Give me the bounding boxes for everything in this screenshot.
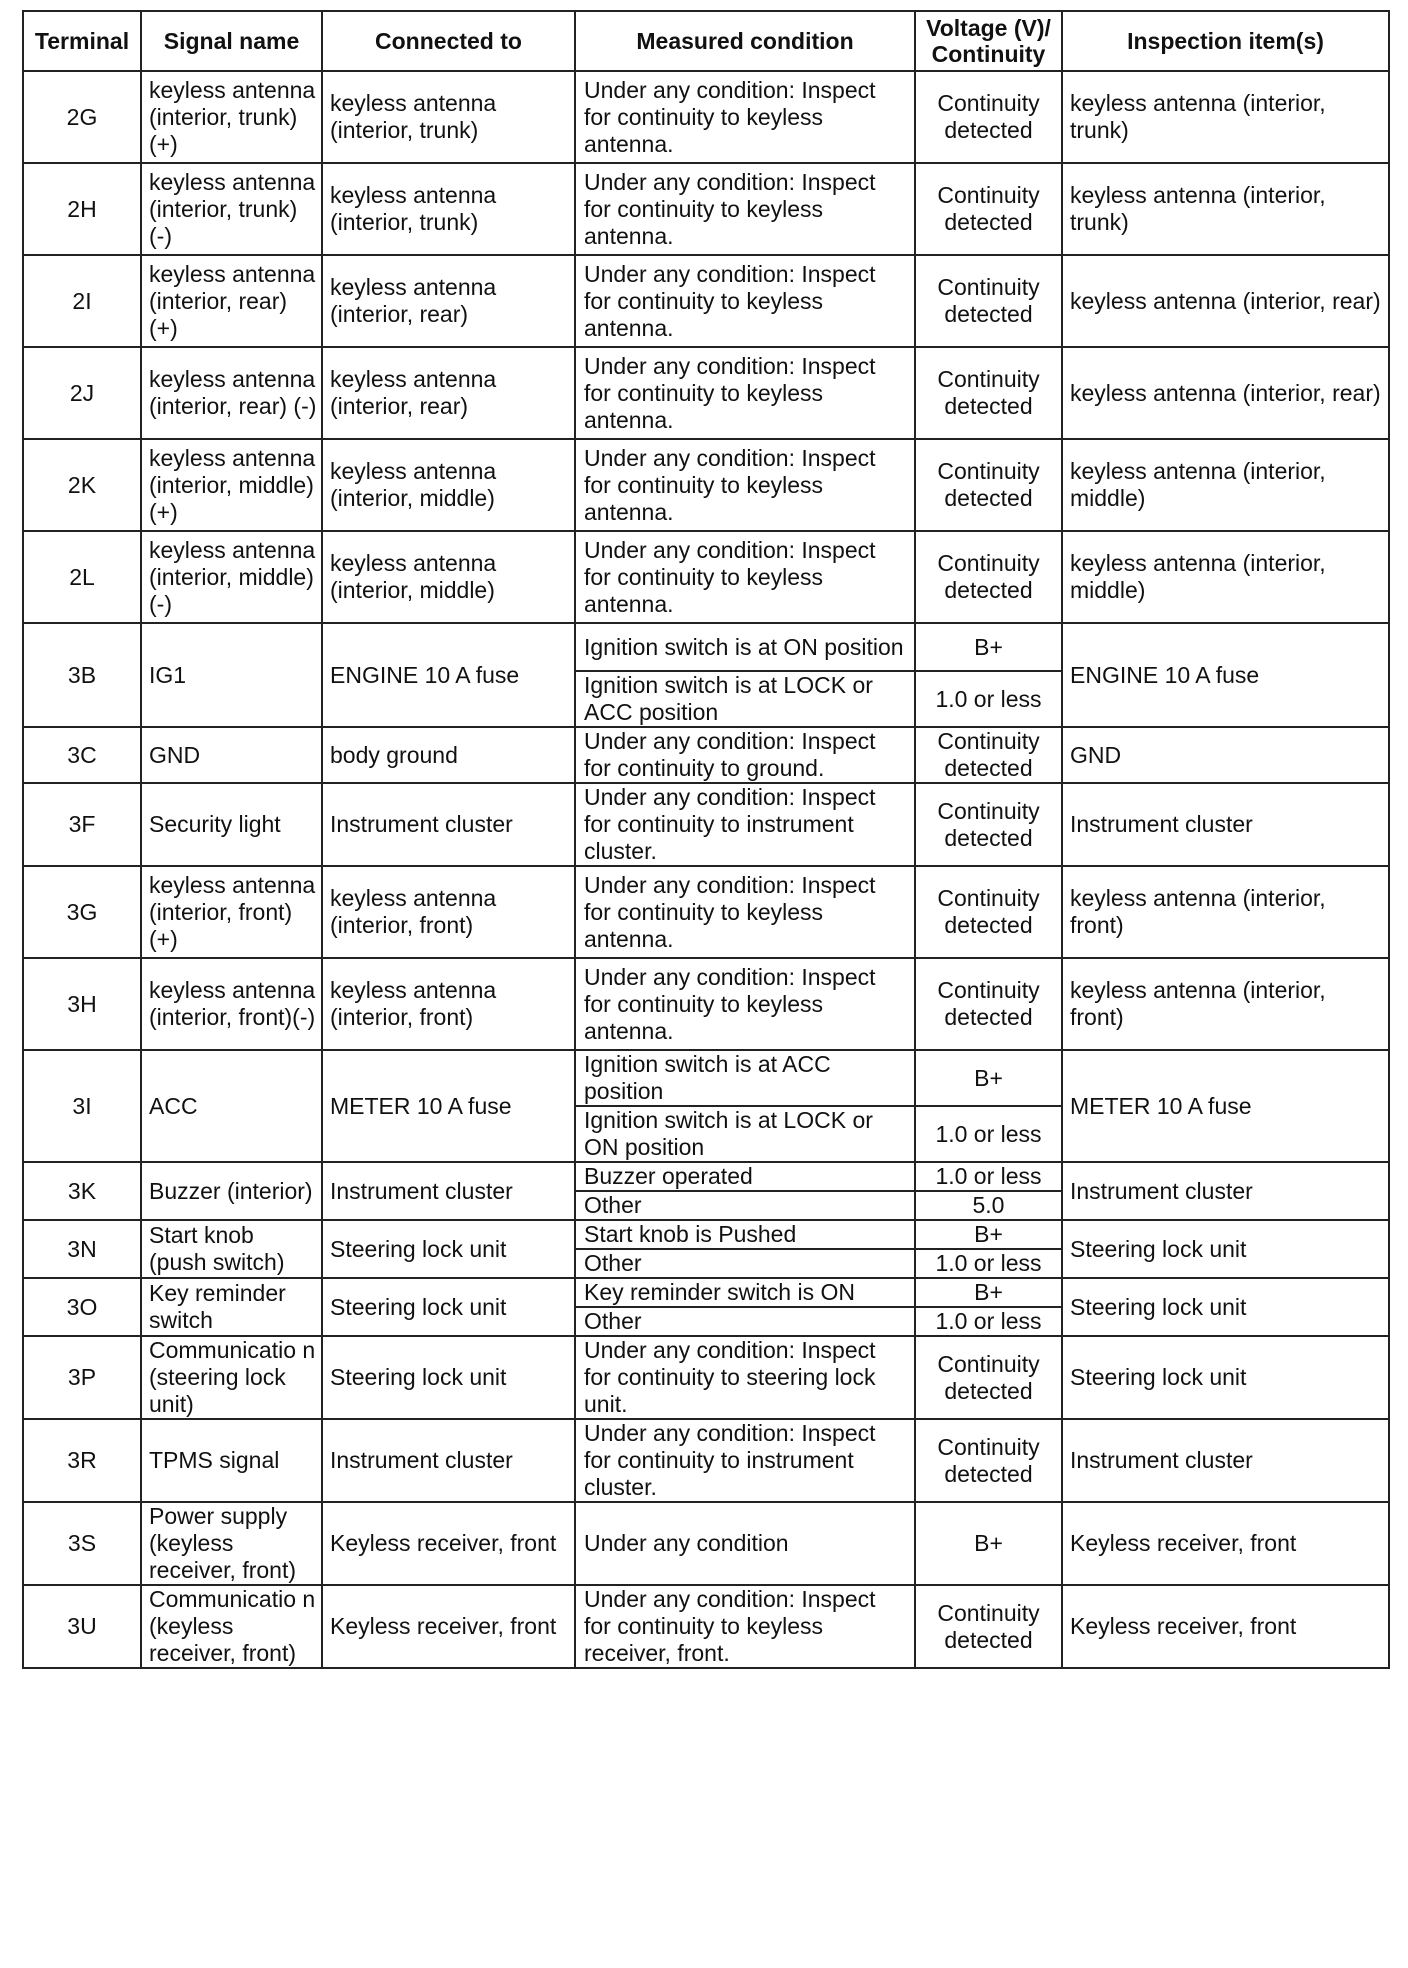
signal-name-cell: Start knob (push switch) (141, 1220, 322, 1278)
terminal-cell: 3U (23, 1585, 141, 1668)
connected-to-cell: Steering lock unit (322, 1220, 575, 1278)
table-row (23, 623, 1389, 671)
connected-to-cell: Instrument cluster (322, 783, 575, 866)
inspection-item-cell: keyless antenna (interior, middle) (1062, 439, 1389, 531)
voltage-continuity-cell: Continuity detected (915, 1336, 1062, 1419)
terminal-cell: 2J (23, 347, 141, 439)
inspection-item-cell: Instrument cluster (1062, 1419, 1389, 1502)
header-connected-to: Connected to (322, 11, 575, 71)
table-row (23, 1050, 1389, 1106)
signal-name-cell: IG1 (141, 623, 322, 727)
table-row (23, 1585, 1389, 1668)
signal-name-cell: TPMS signal (141, 1419, 322, 1502)
table-row (23, 439, 1389, 531)
table-body (23, 71, 1389, 1668)
measured-condition-cell: Under any condition: Inspect for continuity to keyless antenna. (575, 255, 915, 347)
signal-name-cell: keyless antenna (interior, trunk) (-) (141, 163, 322, 255)
measured-condition-cell: Ignition switch is at LOCK or ACC position (575, 671, 915, 727)
connected-to-cell: Steering lock unit (322, 1336, 575, 1419)
terminal-cell: 2L (23, 531, 141, 623)
inspection-item-cell: keyless antenna (interior, trunk) (1062, 163, 1389, 255)
signal-name-cell: GND (141, 727, 322, 783)
connected-to-cell: body ground (322, 727, 575, 783)
terminal-cell: 3K (23, 1162, 141, 1220)
inspection-item-cell: GND (1062, 727, 1389, 783)
measured-condition-cell: Start knob is Pushed (575, 1220, 915, 1249)
signal-name-cell: keyless antenna (interior, rear) (+) (141, 255, 322, 347)
inspection-item-cell: Steering lock unit (1062, 1278, 1389, 1336)
measured-condition-cell: Under any condition: Inspect for continuity to keyless antenna. (575, 439, 915, 531)
header-measured-condition: Measured condition (575, 11, 915, 71)
voltage-continuity-cell: Continuity detected (915, 71, 1062, 163)
voltage-continuity-cell: Continuity detected (915, 958, 1062, 1050)
inspection-item-cell: Keyless receiver, front (1062, 1585, 1389, 1668)
inspection-item-cell: Steering lock unit (1062, 1336, 1389, 1419)
terminal-cell: 3F (23, 783, 141, 866)
measured-condition-cell: Under any condition: Inspect for continuity to instrument cluster. (575, 1419, 915, 1502)
terminal-cell: 3H (23, 958, 141, 1050)
table-row (23, 163, 1389, 255)
inspection-item-cell: Instrument cluster (1062, 1162, 1389, 1220)
measured-condition-cell: Under any condition: Inspect for continuity to keyless antenna. (575, 163, 915, 255)
connected-to-cell: Instrument cluster (322, 1162, 575, 1220)
header-terminal: Terminal (23, 11, 141, 71)
voltage-continuity-cell: Continuity detected (915, 439, 1062, 531)
voltage-continuity-cell: B+ (915, 623, 1062, 671)
signal-name-cell: Key reminder switch (141, 1278, 322, 1336)
inspection-item-cell: Steering lock unit (1062, 1220, 1389, 1278)
voltage-continuity-cell: Continuity detected (915, 347, 1062, 439)
voltage-continuity-cell: 1.0 or less (915, 1249, 1062, 1278)
voltage-continuity-cell: B+ (915, 1502, 1062, 1585)
measured-condition-cell: Under any condition: Inspect for continuity to instrument cluster. (575, 783, 915, 866)
terminal-cell: 3C (23, 727, 141, 783)
signal-name-cell: Buzzer (interior) (141, 1162, 322, 1220)
connected-to-cell: keyless antenna (interior, trunk) (322, 71, 575, 163)
voltage-continuity-cell: Continuity detected (915, 866, 1062, 958)
table-row (23, 1220, 1389, 1249)
measured-condition-cell: Under any condition: Inspect for continuity to steering lock unit. (575, 1336, 915, 1419)
voltage-continuity-cell: B+ (915, 1278, 1062, 1307)
voltage-continuity-cell: B+ (915, 1220, 1062, 1249)
table-row (23, 1502, 1389, 1585)
signal-name-cell: ACC (141, 1050, 322, 1162)
table-row (23, 958, 1389, 1050)
table-row (23, 1419, 1389, 1502)
header-signal-name: Signal name (141, 11, 322, 71)
terminal-cell: 3P (23, 1336, 141, 1419)
table-row (23, 347, 1389, 439)
signal-name-cell: Security light (141, 783, 322, 866)
table-row (23, 783, 1389, 866)
signal-name-cell: keyless antenna (interior, rear) (-) (141, 347, 322, 439)
inspection-item-cell: keyless antenna (interior, front) (1062, 958, 1389, 1050)
voltage-continuity-cell: 1.0 or less (915, 1307, 1062, 1336)
table-row (23, 531, 1389, 623)
terminal-cell: 2H (23, 163, 141, 255)
table-row (23, 727, 1389, 783)
connected-to-cell: keyless antenna (interior, rear) (322, 255, 575, 347)
table-row (23, 255, 1389, 347)
measured-condition-cell: Under any condition: Inspect for continuity to keyless antenna. (575, 71, 915, 163)
voltage-continuity-cell: Continuity detected (915, 727, 1062, 783)
measured-condition-cell: Under any condition: Inspect for continuity to keyless antenna. (575, 347, 915, 439)
header-voltage-continuity: Voltage (V)/ Continuity (915, 11, 1062, 71)
measured-condition-cell: Under any condition: Inspect for continuity to keyless antenna. (575, 958, 915, 1050)
measured-condition-cell: Under any condition: Inspect for continuity to keyless receiver, front. (575, 1585, 915, 1668)
connected-to-cell: METER 10 A fuse (322, 1050, 575, 1162)
connected-to-cell: Instrument cluster (322, 1419, 575, 1502)
measured-condition-cell: Under any condition: Inspect for continuity to ground. (575, 727, 915, 783)
signal-name-cell: Communicatio n (keyless receiver, front) (141, 1585, 322, 1668)
terminal-cell: 2K (23, 439, 141, 531)
header-row (23, 11, 1389, 71)
terminal-cell: 3I (23, 1050, 141, 1162)
measured-condition-cell: Key reminder switch is ON (575, 1278, 915, 1307)
inspection-item-cell: keyless antenna (interior, rear) (1062, 347, 1389, 439)
inspection-item-cell: keyless antenna (interior, trunk) (1062, 71, 1389, 163)
table-row (23, 1278, 1389, 1307)
inspection-item-cell: METER 10 A fuse (1062, 1050, 1389, 1162)
signal-name-cell: Power supply (keyless receiver, front) (141, 1502, 322, 1585)
voltage-continuity-cell: 1.0 or less (915, 671, 1062, 727)
inspection-item-cell: keyless antenna (interior, rear) (1062, 255, 1389, 347)
voltage-continuity-cell: 1.0 or less (915, 1162, 1062, 1191)
inspection-item-cell: Keyless receiver, front (1062, 1502, 1389, 1585)
signal-name-cell: keyless antenna (interior, middle)(-) (141, 531, 322, 623)
connected-to-cell: Keyless receiver, front (322, 1502, 575, 1585)
terminal-inspection-table (22, 10, 1390, 1669)
terminal-cell: 3R (23, 1419, 141, 1502)
measured-condition-cell: Other (575, 1249, 915, 1278)
table-row (23, 866, 1389, 958)
measured-condition-cell: Buzzer operated (575, 1162, 915, 1191)
signal-name-cell: keyless antenna (interior, trunk) (+) (141, 71, 322, 163)
terminal-cell: 3S (23, 1502, 141, 1585)
measured-condition-cell: Under any condition: Inspect for continuity to keyless antenna. (575, 531, 915, 623)
connected-to-cell: Keyless receiver, front (322, 1585, 575, 1668)
inspection-item-cell: ENGINE 10 A fuse (1062, 623, 1389, 727)
terminal-cell: 3N (23, 1220, 141, 1278)
terminal-cell: 2I (23, 255, 141, 347)
connected-to-cell: keyless antenna (interior, trunk) (322, 163, 575, 255)
voltage-continuity-cell: Continuity detected (915, 163, 1062, 255)
inspection-item-cell: Instrument cluster (1062, 783, 1389, 866)
terminal-cell: 3B (23, 623, 141, 727)
connected-to-cell: keyless antenna (interior, rear) (322, 347, 575, 439)
connected-to-cell: Steering lock unit (322, 1278, 575, 1336)
voltage-continuity-cell: Continuity detected (915, 783, 1062, 866)
voltage-continuity-cell: Continuity detected (915, 1585, 1062, 1668)
measured-condition-cell: Other (575, 1307, 915, 1336)
voltage-continuity-cell: 1.0 or less (915, 1106, 1062, 1162)
inspection-item-cell: keyless antenna (interior, front) (1062, 866, 1389, 958)
connected-to-cell: keyless antenna (interior, middle) (322, 531, 575, 623)
header-inspection-items: Inspection item(s) (1062, 11, 1389, 71)
connected-to-cell: keyless antenna (interior, middle) (322, 439, 575, 531)
connected-to-cell: ENGINE 10 A fuse (322, 623, 575, 727)
voltage-continuity-cell: Continuity detected (915, 1419, 1062, 1502)
terminal-cell: 3O (23, 1278, 141, 1336)
inspection-item-cell: keyless antenna (interior, middle) (1062, 531, 1389, 623)
voltage-continuity-cell: Continuity detected (915, 531, 1062, 623)
measured-condition-cell: Ignition switch is at LOCK or ON position (575, 1106, 915, 1162)
connected-to-cell: keyless antenna (interior, front) (322, 866, 575, 958)
measured-condition-cell: Ignition switch is at ACC position (575, 1050, 915, 1106)
signal-name-cell: Communicatio n (steering lock unit) (141, 1336, 322, 1419)
measured-condition-cell: Under any condition: Inspect for continuity to keyless antenna. (575, 866, 915, 958)
signal-name-cell: keyless antenna (interior, front)(-) (141, 958, 322, 1050)
table-row (23, 1336, 1389, 1419)
voltage-continuity-cell: B+ (915, 1050, 1062, 1106)
signal-name-cell: keyless antenna (interior, middle)(+) (141, 439, 322, 531)
terminal-cell: 3G (23, 866, 141, 958)
measured-condition-cell: Under any condition (575, 1502, 915, 1585)
terminal-cell: 2G (23, 71, 141, 163)
table-row (23, 71, 1389, 163)
table-row (23, 1162, 1389, 1191)
voltage-continuity-cell: Continuity detected (915, 255, 1062, 347)
signal-name-cell: keyless antenna (interior, front)(+) (141, 866, 322, 958)
connected-to-cell: keyless antenna (interior, front) (322, 958, 575, 1050)
measured-condition-cell: Ignition switch is at ON position (575, 623, 915, 671)
voltage-continuity-cell: 5.0 (915, 1191, 1062, 1220)
measured-condition-cell: Other (575, 1191, 915, 1220)
